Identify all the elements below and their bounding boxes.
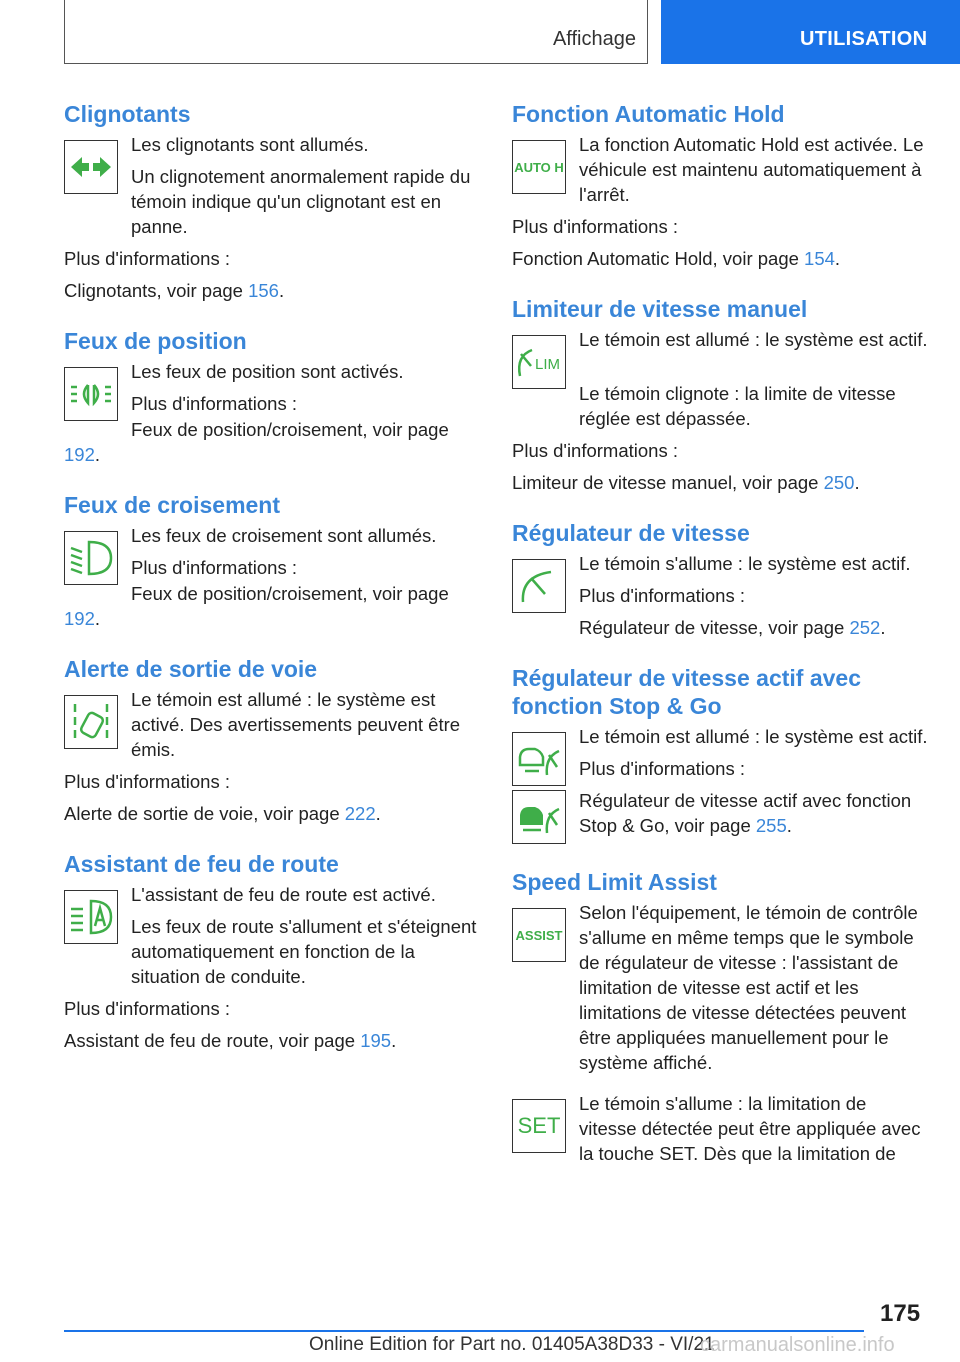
section-feux-position [64,327,478,467]
section-row [512,724,928,844]
section-row [512,1091,928,1166]
section-title: Assistant de feu de route [64,851,339,877]
icon-label: SET [517,1113,561,1138]
low-beam-icon [64,531,118,585]
page-link[interactable]: 154 [804,248,835,269]
section-title: Régulateur de vitesse actif avec fonction Stop & Go [512,665,861,719]
reference [512,470,928,495]
page-link[interactable]: 156 [248,280,279,301]
paragraph: Le témoin s'allume : la limitation de vitesse détectée peut être appliquée avec la touche SET. Dès que la limitation de [579,1093,921,1164]
punctuation: . [94,444,101,465]
section-title: Feux de croisement [64,492,281,518]
reference-text: Feux de position/croisement, voir page [131,419,449,440]
section-regulateur [512,519,928,640]
header-chapter-tab[interactable]: UTILISATION [661,0,960,64]
section-limiteur [512,295,928,495]
watermark: carmanualsonline.info [700,1334,895,1356]
paragraph: Plus d'informations : [512,216,678,237]
reference [64,278,478,303]
page-number: 175 [880,1300,921,1327]
section-stop-go [512,664,928,844]
page-link[interactable]: 195 [360,1030,392,1051]
paragraph: Les feux de croisement sont allumés. [131,525,437,546]
lane-departure-icon [64,695,118,749]
punctuation: . [391,1030,397,1051]
reference-text: Alerte de sortie de voie, voir page [64,803,345,824]
icon-label: AUTO H [514,159,564,175]
reference-text: Limiteur de vitesse manuel, voir page [512,472,824,493]
section-title: Feux de position [64,328,247,354]
paragraph: Selon l'équipement, le témoin de contrôle s'allume en même temps que le symbole de régulateur de vitesse : l'assistant de limitation de vitesse est actif et les limitations de vitesse détectées peuvent être appliquées manuellement pour le système affiché. [579,902,918,1073]
paragraph: Plus d'informations : [131,393,297,414]
section-row [64,132,478,190]
section-title: Clignotants [64,101,191,127]
set-button-icon [512,1099,566,1153]
punctuation: . [278,280,285,301]
turn-signal-arrows-icon [64,140,118,194]
section-feu-route [64,850,478,1053]
paragraph: Plus d'informations : [64,771,230,792]
section-row [512,132,928,207]
position-lights-icon [64,367,118,421]
section-row [512,900,928,1075]
paragraph: La fonction Automatic Hold est activée. Le véhicule est maintenu automatiquement à l'arrêt. [579,134,924,205]
paragraph: Plus d'informations : [579,758,745,779]
reference [579,615,928,640]
paragraph: Plus d'informations : [64,248,230,269]
section-row [64,687,478,762]
paragraph: Les feux de route s'allument et s'éteignent automatiquement en fonction de la situation de conduite. [131,916,477,987]
reference [579,788,928,838]
reference [64,581,478,631]
speed-limit-assist-icon [512,908,566,962]
punctuation: . [94,608,101,629]
paragraph: Le témoin s'allume : le système est actif. [579,553,911,574]
paragraph: L'assistant de feu de route est activé. [131,884,436,905]
icon-label: LIM [535,356,561,373]
section-title: Régulateur de vitesse [512,520,750,546]
section-title: Alerte de sortie de voie [64,656,318,682]
acc-active-icon [512,790,566,844]
page-link[interactable]: 192 [64,444,95,465]
section-auto-hold [512,100,928,271]
punctuation: . [786,815,792,836]
reference-text: Feux de position/croisement, voir page [131,583,449,604]
paragraph: Plus d'informations : [579,585,745,606]
left-column [64,100,478,1077]
right-column [512,100,928,1190]
edition-text: Online Edition for Part no. 01405A38D33 - VI/21 [309,1334,715,1355]
cruise-control-icon [512,559,566,613]
section-row [64,359,478,417]
paragraph: Plus d'informations : [131,557,297,578]
header-section-title: Affichage [552,28,636,50]
page-link[interactable]: 250 [823,472,855,493]
punctuation: . [834,248,841,269]
reference-text: Régulateur de vitesse, voir page [579,617,850,638]
page-link[interactable]: 252 [849,617,881,638]
high-beam-assist-icon [64,890,118,944]
section-title: Limiteur de vitesse manuel [512,296,808,322]
reference-text: Clignotants, voir page [64,280,249,301]
page-link[interactable]: 192 [64,608,95,629]
paragraph: Les feux de position sont activés. [131,361,404,382]
section-row [64,882,478,989]
reference [512,246,928,271]
section-speed-limit-assist [512,868,928,1166]
paragraph: Plus d'informations : [64,998,230,1019]
reference-text: Fonction Automatic Hold, voir page [512,248,805,269]
reference [64,417,478,467]
section-feux-croisement [64,491,478,631]
footer-divider [64,1330,864,1332]
reference-text: Régulateur de vitesse actif avec fonction Stop & Go, voir page [579,790,912,836]
section-clignotants [64,100,478,303]
acc-outline-icon [512,732,566,786]
paragraph: Les clignotants sont allumés. [131,134,369,155]
punctuation: . [880,617,886,638]
auto-hold-icon [512,140,566,194]
punctuation: . [375,803,381,824]
paragraph: Le témoin est allumé : le système est actif. [579,726,928,747]
section-row [64,523,478,581]
paragraph: Le témoin est allumé : le système est activé. Des avertissements peuvent être émis. [131,689,461,760]
paragraph-text: Un clignotement anormalement rapide du témoin indique qu'un clignotant est en panne. [131,166,471,237]
page-link[interactable]: 222 [344,803,376,824]
page-link[interactable]: 255 [755,815,787,836]
section-title: Speed Limit Assist [512,869,717,895]
section-title: Fonction Automatic Hold [512,101,785,127]
paragraph: Plus d'informations : [512,440,678,461]
reference-text: Assistant de feu de route, voir page [64,1030,361,1051]
reference [64,801,478,826]
section-row [512,327,928,385]
reference [64,1028,478,1053]
icon-label: ASSIST [515,927,563,943]
paragraph: Le témoin est allumé : le système est actif. [579,329,928,350]
punctuation: . [854,472,860,493]
section-sortie-voie [64,655,478,826]
paragraph-text: Le témoin clignote : la limite de vitesse réglée est dépassée. [579,383,896,429]
paragraph [512,381,928,431]
section-row [512,551,928,640]
speed-limiter-icon [512,335,566,389]
